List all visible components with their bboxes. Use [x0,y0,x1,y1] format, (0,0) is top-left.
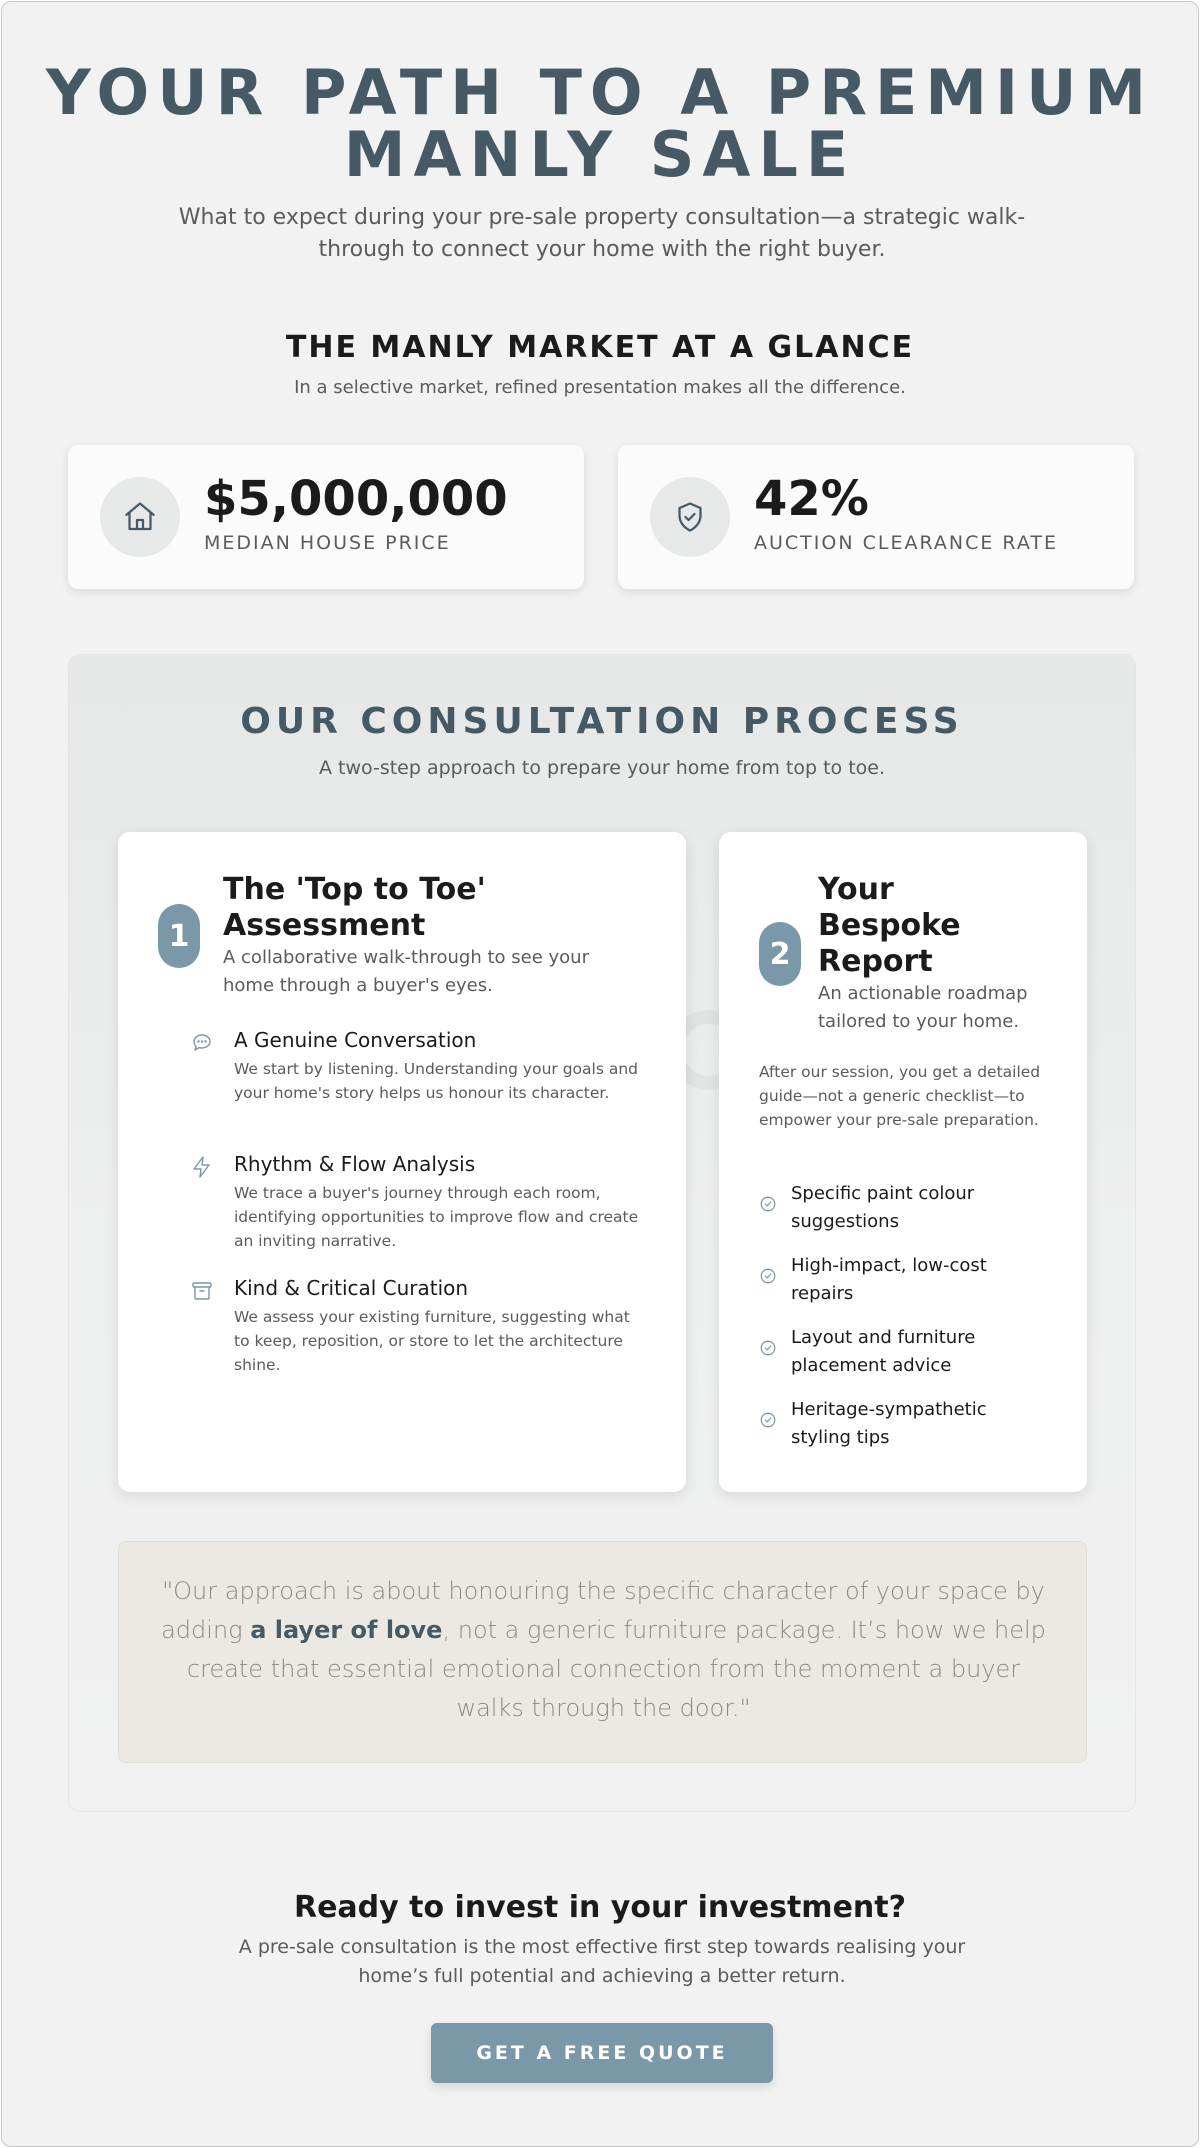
shield-check-icon [672,499,708,535]
check-circle-icon [759,1195,777,1213]
page-title [2,56,1198,191]
house-icon [122,499,158,535]
cta-title: Ready to invest in your investment? [293,1890,907,1925]
feature-title: Rhythm & Flow Analysis [234,1152,476,1176]
page-title-line-1: YOUR PATH TO A PREMIUM [45,56,1155,129]
stat-card-median-price [68,445,584,589]
stat-card-clearance-rate [618,445,1134,589]
feature-description: We assess your existing furniture, suggesting what to keep, reposition, or store to let the architecture shine. [234,1308,630,1374]
stat-value: $5,000,000 [204,471,508,527]
step-number-badge: 1 [158,904,200,968]
checklist-item-text: Layout and furniture placement advice [791,1327,976,1376]
stat-icon-circle [650,477,730,557]
chat-bubble-icon [190,1031,214,1055]
step-description: An actionable roadmap tailored to your home. [818,983,1028,1032]
get-free-quote-button[interactable]: GET A FREE QUOTE [431,2023,773,2083]
quote-emphasis: a layer of love [250,1616,443,1644]
cta-subtitle: A pre-sale consultation is the most effective first step towards realising your home’s full potential and achieving a better return. [238,1936,966,1987]
check-circle-icon [759,1411,777,1429]
step-title: Your Bespoke Report [818,872,961,979]
report-intro-text: After our session, you get a detailed guide—not a generic checklist—to empower your pre-sale preparation. [759,1063,1041,1129]
feature-description: We start by listening. Understanding your goals and your home's story helps us honour its character. [234,1060,638,1102]
feature-title: Kind & Critical Curation [234,1276,469,1300]
page-subtitle: What to expect during your pre-sale property consultation—a strategic walk-through to connect your home with the right buyer. [178,205,1026,262]
step-card-report [719,832,1087,1492]
process-section-title: OUR CONSULTATION PROCESS [240,701,964,742]
stat-label: AUCTION CLEARANCE RATE [754,532,1058,554]
quote-text [157,1572,1050,1728]
quote-text-before: "Our approach is about honouring the specific character of your space by adding [161,1577,1045,1644]
step-number-badge: 2 [759,922,801,986]
stat-value: 42% [754,471,869,527]
checklist-item-text: Specific paint colour suggestions [791,1183,975,1232]
feature-title: A Genuine Conversation [234,1028,477,1052]
check-circle-icon [759,1267,777,1285]
consultation-process-section [68,654,1136,1812]
step-description: A collaborative walk-through to see your home through a buyer's eyes. [223,947,589,996]
checklist-item-text: Heritage-sympathetic styling tips [791,1399,987,1448]
checklist-item-text: High-impact, low-cost repairs [791,1255,987,1304]
process-section-subtitle: A two-step approach to prepare your home from top to toe. [318,757,886,779]
lightning-icon [190,1155,214,1179]
step-title: The 'Top to Toe' Assessment [223,872,486,943]
page-title-line-2: MANLY SALE [343,118,857,191]
page-container [1,1,1199,2147]
market-section-subtitle: In a selective market, refined presentation makes all the difference. [294,377,906,398]
check-circle-icon [759,1339,777,1357]
quote-box [118,1541,1087,1763]
feature-description: We trace a buyer's journey through each room, identifying opportunities to improve flow and create an inviting narrative. [234,1184,639,1250]
quote-text-after: , not a generic furniture package. It’s how we help create that essential emotional connection from the moment a buyer walks through the door." [186,1616,1046,1722]
stat-icon-circle [100,477,180,557]
archive-box-icon [190,1279,214,1303]
step-card-assessment [118,832,686,1492]
market-section-title: THE MANLY MARKET AT A GLANCE [285,330,915,365]
stat-label: MEDIAN HOUSE PRICE [204,532,451,554]
